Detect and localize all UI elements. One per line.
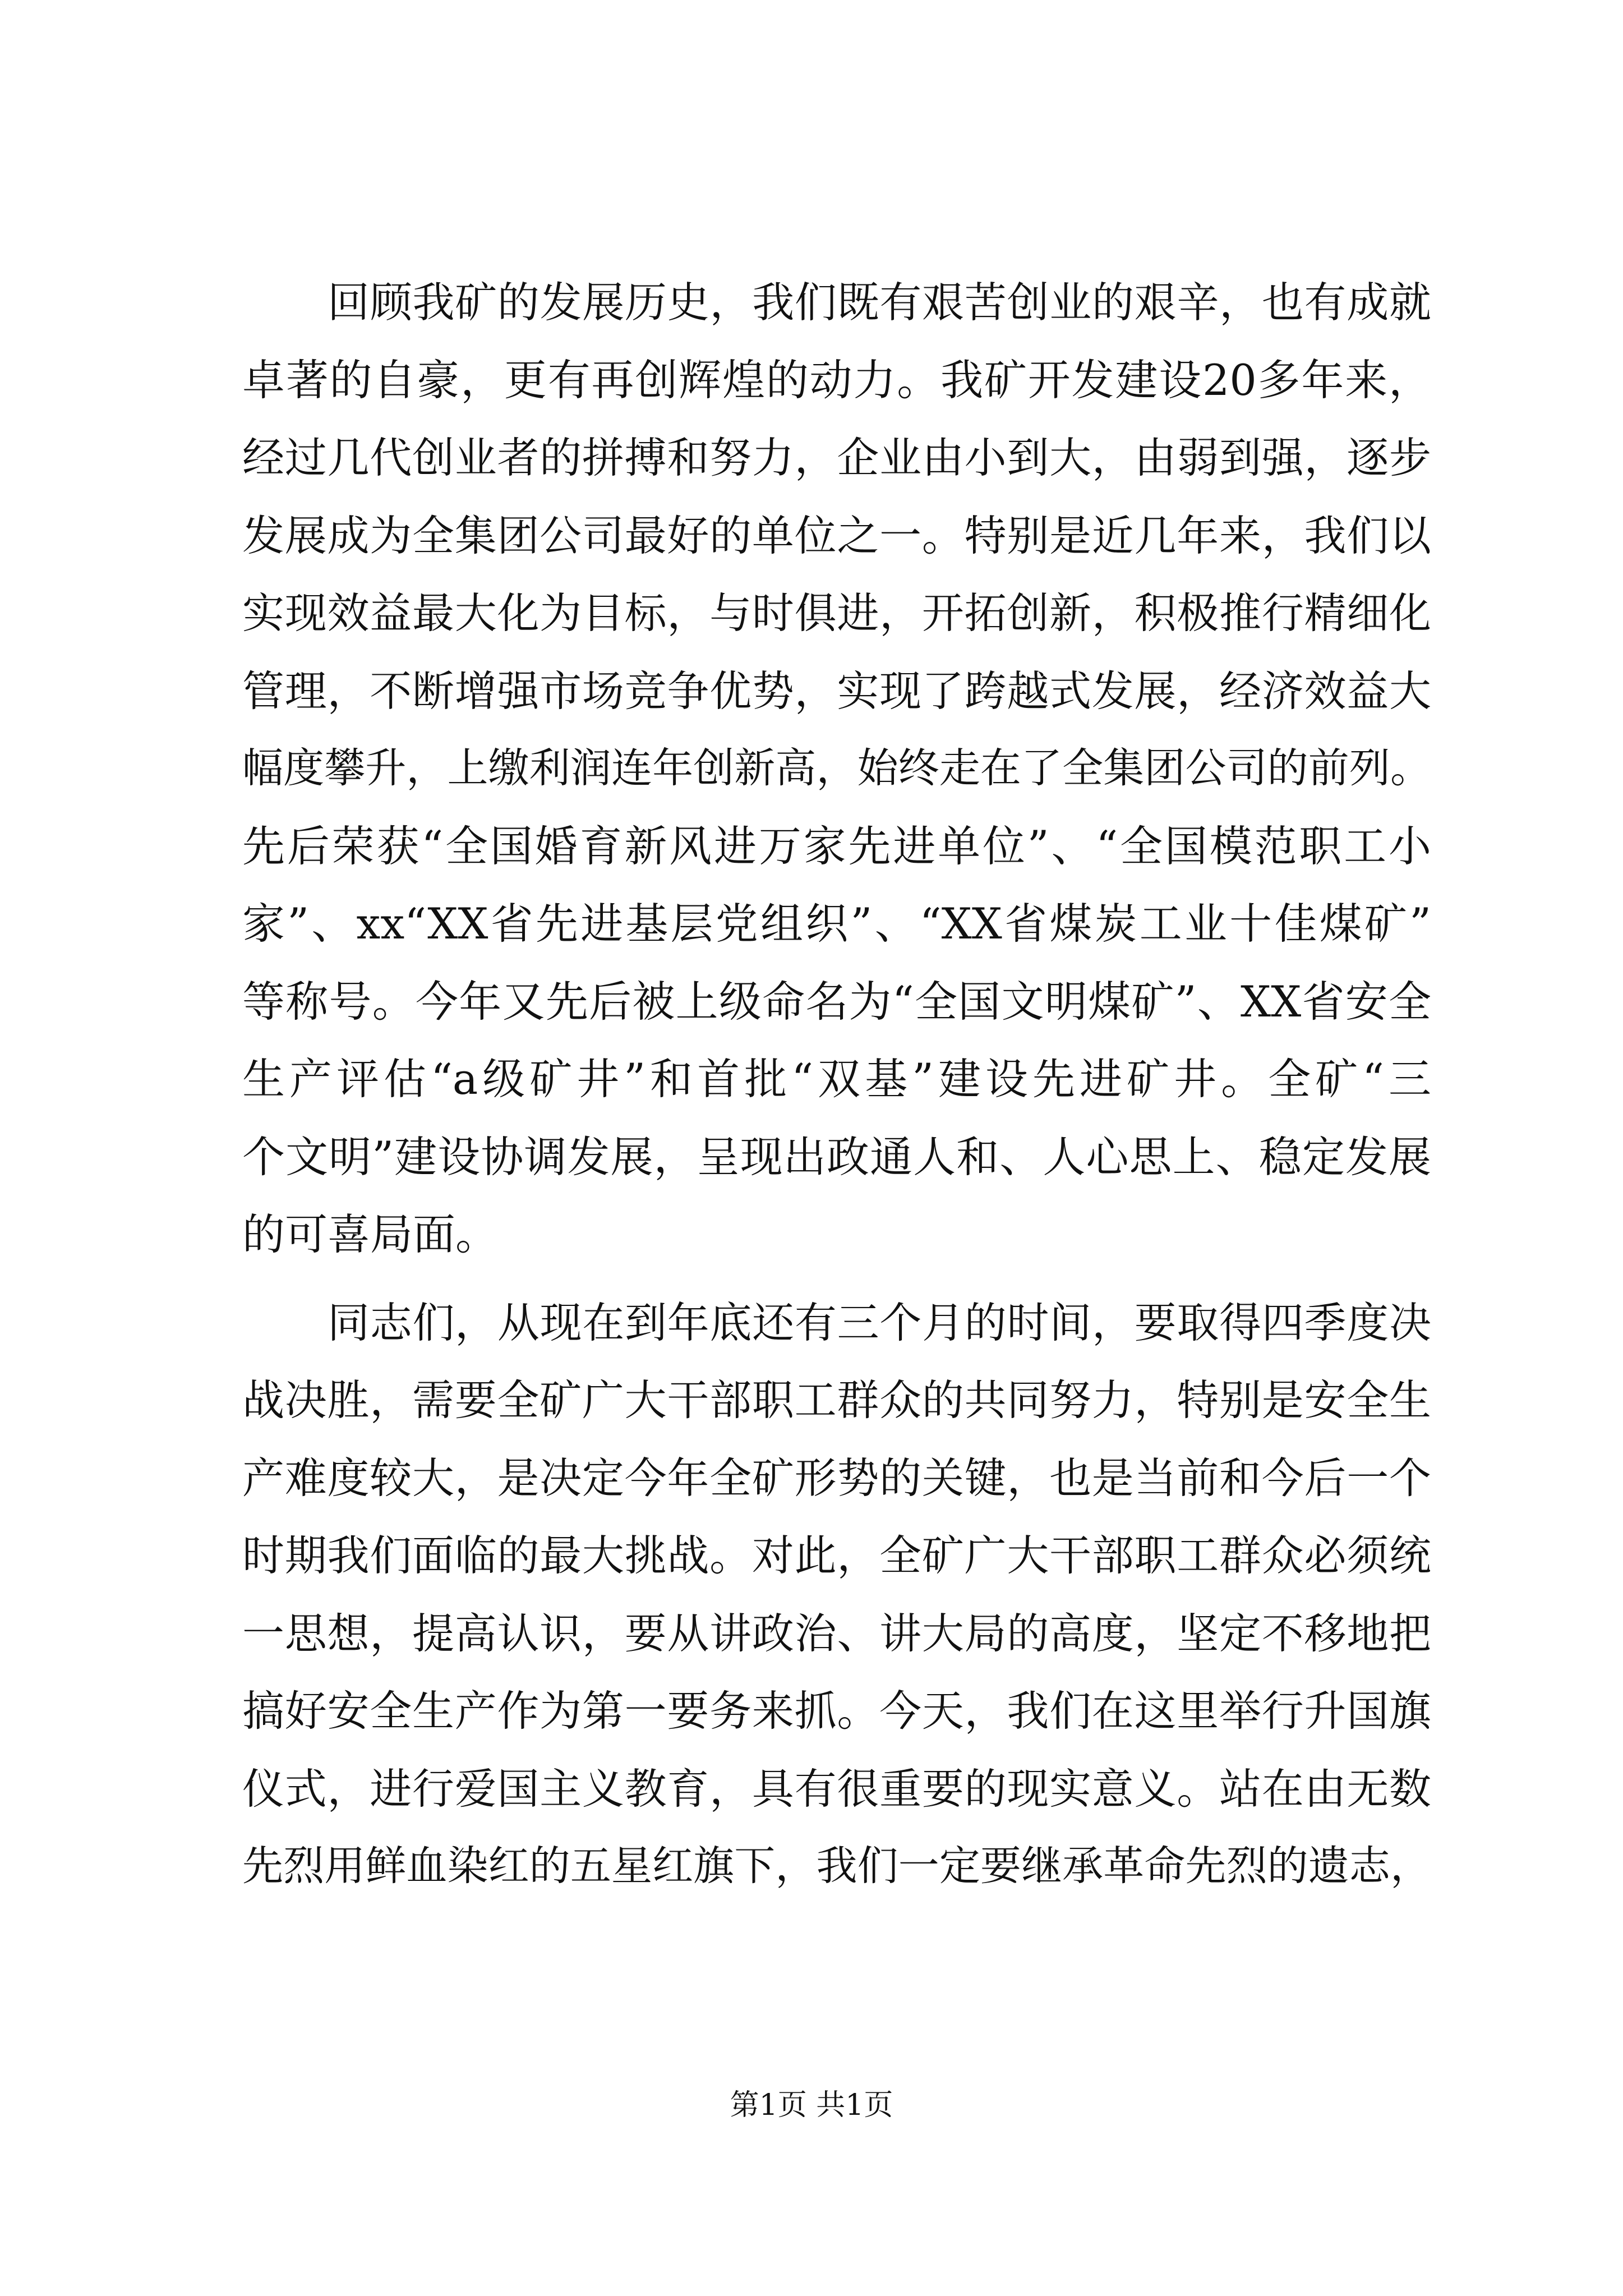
paragraph-1-line-10: 等称号。今年又先后被上级命名为“全国文明煤矿”、XX省安全	[242, 976, 1431, 1027]
paragraph-1-line-13: 的可喜局面。	[242, 1209, 498, 1259]
paragraph-1-line-9: 家”、xx“XX省先进基层党组织”、“XX省煤炭工业十佳煤矿”	[242, 899, 1431, 949]
paragraph-2-line-2: 战决胜，需要全矿广大干部职工群众的共同努力，特别是安全生	[242, 1375, 1431, 1425]
paragraph-1-line-8: 先后荣获“全国婚育新风进万家先进单位”、“全国模范职工小	[242, 821, 1431, 871]
paragraph-gap	[242, 1274, 1431, 1284]
paragraph-1-line-4: 发展成为全集团公司最好的单位之一。特别是近几年来，我们以	[242, 510, 1431, 560]
paragraph-1-line-5: 实现效益最大化为目标，与时俱进，开拓创新，积极推行精细化	[242, 588, 1431, 638]
paragraph-1-line-7: 幅度攀升，上缴利润连年创新高，始终走在了全集团公司的前列。	[242, 744, 1431, 792]
paragraph-1-line-11: 生产评估“a级矿井”和首批“双基”建设先进矿井。全矿“三	[242, 1054, 1431, 1104]
paragraph-1-line-1: 回顾我矿的发展历史，我们既有艰苦创业的艰辛，也有成就	[328, 278, 1431, 327]
paragraph-1-line-3: 经过几代创业者的拼搏和努力，企业由小到大，由弱到强，逐步	[242, 433, 1431, 482]
paragraph-2-line-8: 先烈用鲜血染红的五星红旗下，我们一定要继承革命先烈的遗志，	[242, 1842, 1431, 1890]
paragraph-1-line-2: 卓著的自豪，更有再创辉煌的动力。我矿开发建设20多年来，	[242, 355, 1431, 405]
paragraph-1-line-12: 个文明”建设协调发展，呈现出政通人和、人心思上、稳定发展	[242, 1131, 1431, 1182]
paragraph-2-line-4: 时期我们面临的最大挑战。对此，全矿广大干部职工群众必须统	[242, 1531, 1431, 1580]
paragraph-2-line-3: 产难度较大，是决定今年全矿形势的关键，也是当前和今后一个	[242, 1453, 1431, 1503]
paragraph-2-line-6: 搞好安全生产作为第一要务来抓。今天，我们在这里举行升国旗	[242, 1686, 1431, 1736]
page-footer: 第1页 共1页	[730, 2088, 893, 2122]
document-body	[242, 264, 1431, 1906]
paragraph-1-line-6: 管理，不断增强市场竞争优势，实现了跨越式发展，经济效益大	[242, 666, 1431, 716]
paragraph-2-line-1: 同志们，从现在到年底还有三个月的时间，要取得四季度决	[328, 1297, 1431, 1347]
paragraph-2-line-5: 一思想，提高认识，要从讲政治、讲大局的高度，坚定不移地把	[242, 1608, 1431, 1658]
paragraph-2-line-7: 仪式，进行爱国主义教育，具有很重要的现实意义。站在由无数	[242, 1764, 1431, 1814]
